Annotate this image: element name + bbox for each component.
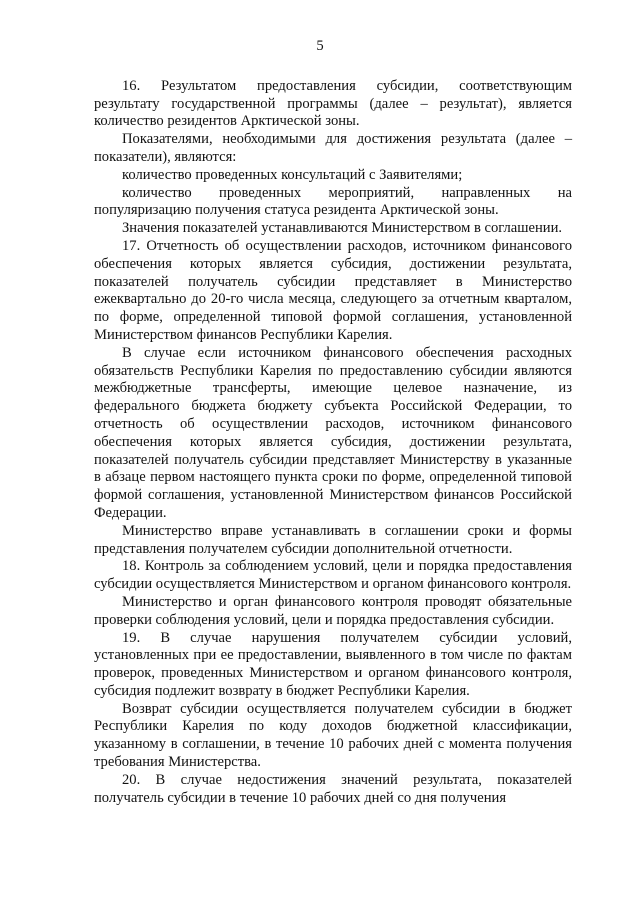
paragraph-17: 17. Отчетность об осуществлении расходов, источником финансового обеспечения которых является субсидия, достижении результата, показателей получатель субсидии представляет в Министерство ежеквартально до 20-го числа месяца, следующего за отчетным кварталом, по форме, определенной типовой формой соглашения, установленной Министерством финансов Республики Карелия. bbox=[94, 237, 572, 343]
paragraph-federal-transfers: В случае если источником финансового обеспечения расходных обязательств Республики Карелия по предоставлению субсидии являются межбюджетные трансферты, имеющие целевое назначение, из федерального бюджета бюджету субъекта Российской Федерации, то отчетность об осуществлении расходов, источником финансового обеспечения которых является субсидия, достижении результата, показателей получатель субсидии представляет Министерству в указанные в абзаце первом настоящего пункта сроки по форме, определенной типовой формой соглашения, установленной Министерством финансов Российской Федерации. bbox=[94, 344, 572, 521]
paragraph-additional-reporting: Министерство вправе устанавливать в соглашении сроки и формы представления получателем субсидии дополнительной отчетности. bbox=[94, 522, 572, 557]
paragraph-16: 16. Результатом предоставления субсидии, соответствующим результату государственной программы (далее – результат), является количество резидентов Арктической зоны. bbox=[94, 77, 572, 130]
paragraph-20: 20. В случае недостижения значений результата, показателей получатель субсидии в течение 10 рабочих дней со дня получения bbox=[94, 771, 572, 806]
paragraph-values: Значения показателей устанавливаются Министерством в соглашении. bbox=[122, 220, 563, 237]
paragraph-19: 19. В случае нарушения получателем субсидии условий, установленных при ее предоставлении, выявленного в том числе по фактам проверок, проведенных Министерством и органом финансового контроля, субсидия подлежит возврату в бюджет Республики Карелия. bbox=[94, 629, 572, 699]
paragraph-mandatory-checks: Министерство и орган финансового контроля проводят обязательные проверки соблюдения условий, цели и порядка предоставления субсидии. bbox=[94, 593, 572, 628]
paragraph-refund: Возврат субсидии осуществляется получателем субсидии в бюджет Республики Карелия по коду доходов бюджетной классификации, указанному в соглашении, в течение 10 рабочих дней с момента получения требования Министерства. bbox=[94, 700, 572, 771]
page-number: 5 bbox=[316, 38, 324, 54]
paragraph-18: 18. Контроль за соблюдением условий, цели и порядка предоставления субсидии осуществляется Министерством и органом финансового контроля. bbox=[94, 558, 572, 593]
paragraph-indicators: Показателями, необходимыми для достижения результата (далее – показатели), являются: bbox=[94, 131, 572, 165]
paragraph-events: количество проведенных мероприятий, направленных на популяризацию получения статуса резидента Арктической зоны. bbox=[94, 184, 572, 219]
paragraph-consultations: количество проведенных консультаций с Заявителями; bbox=[122, 166, 463, 183]
